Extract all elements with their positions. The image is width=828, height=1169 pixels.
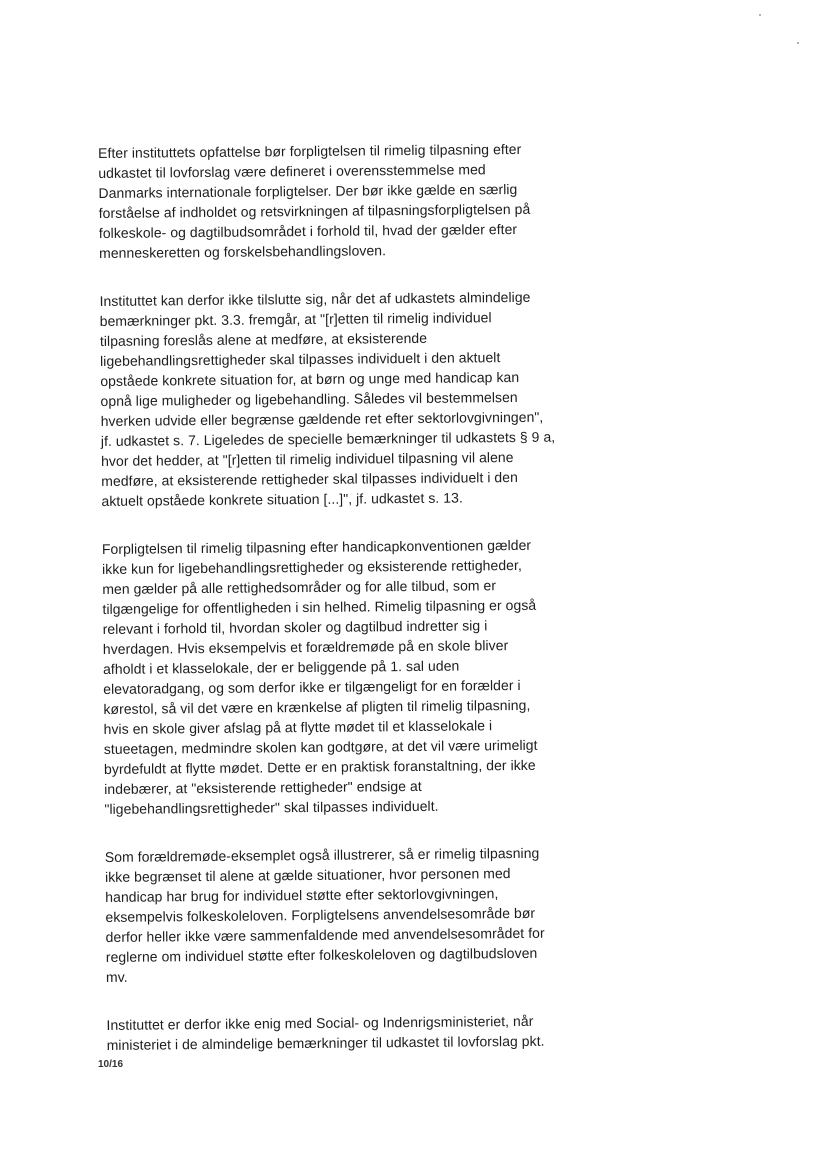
text-line: elevatoradgang, og som derfor ikke er tilgængeligt for en forælder i	[103, 676, 521, 697]
paragraph-5	[106, 1010, 576, 1055]
text-line: Danmarks internationale forpligtelser. Der bør ikke gælde en særlig	[98, 180, 518, 201]
text-line: afholdt i et klasselokale, der er beliggende på 1. sal uden	[102, 657, 460, 677]
text-line: "ligebehandlingsrettigheder" skal tilpasses individuelt.	[104, 797, 439, 817]
scan-speck	[797, 42, 799, 44]
text-line: mv.	[105, 968, 128, 985]
text-line: Som forældremøde-eksemplet også illustrerer, så er rimelig tilpasning	[104, 844, 540, 865]
text-line: bemærkninger pkt. 3.3. fremgår, at "[r]etten til rimelig individuel	[99, 309, 492, 329]
text-line: eksempelvis folkeskoleloven. Forpligtelsens anvendelsesområde bør	[105, 904, 536, 925]
text-line: indebærer, at "eksisterende rettigheder" endsige at	[104, 777, 422, 797]
text-line: hverdagen. Hvis eksempelvis et forældremøde på en skole bliver	[102, 637, 509, 657]
text-line: tilpasning foreslås alene at medføre, at eksisterende	[99, 329, 428, 349]
text-line: ikke kun for ligebehandlingsrettigheder og eksisterende rettigheder,	[102, 556, 522, 577]
text-line: jf. udkastet s. 7. Ligeledes de specielle bemærkninger til udkastets § 9 a,	[100, 428, 556, 449]
text-line: folkeskole- og dagtilbudsområdet i forhold til, hvad der gælder efter	[98, 220, 518, 241]
text-line: hvor det hedder, at "[r]etten til rimelig individuel tilpasning vil alene	[100, 449, 514, 469]
paragraph-4	[105, 842, 576, 987]
text-line: hvis en skole giver afslag på at flytte mødet til et klasselokale i	[103, 717, 493, 737]
text-line: tilgængelige for offentligheden i sin helhed. Rimelig tilpasning er også	[102, 596, 537, 617]
paragraph-2	[99, 286, 571, 511]
text-line: medføre, at eksisterende rettigheder skal tilpasses individuelt i den	[101, 468, 518, 489]
text-line: ligebehandlingsrettigheder skal tilpasses individuelt i den aktuelt	[100, 349, 501, 369]
text-line: Instituttet er derfor ikke enig med Social- og Indenrigsministeriet, når	[106, 1012, 534, 1033]
text-line: ikke begrænset til alene at gælde situationer, hvor personen med	[104, 865, 511, 885]
page-number: 10/16	[98, 1059, 124, 1070]
text-line: opståede konkrete situation for, at børn og unge med handicap kan	[100, 368, 520, 389]
text-line: menneskeretten og forskelsbehandlingsloven.	[98, 242, 387, 261]
text-line: stueetagen, medmindre skolen kan godtgøre, at det vil være urimeligt	[103, 736, 538, 757]
text-line: relevant i forhold til, hvordan skoler og dagtilbud indretter sig i	[102, 617, 488, 637]
text-line: opnå lige muligheder og ligebehandling. Således vil bestemmelsen	[100, 388, 518, 409]
document-body	[98, 138, 577, 1082]
text-line: udkastet til lovforslag være defineret i overensstemmelse med	[98, 161, 486, 181]
scan-speck	[759, 14, 761, 16]
text-line: hverken udvide eller begrænse gældende ret efter sektorlovgivningen",	[100, 408, 544, 429]
text-line: forståelse af indholdet og retsvirkningen af tilpasningsforpligtelsen på	[98, 200, 531, 221]
text-line: men gælder på alle rettighedsområder og for alle tilbud, som er	[102, 577, 497, 597]
text-line: byrdefuldt at flytte mødet. Dette er en praktisk foranstaltning, der ikke	[103, 756, 536, 777]
text-line: Instituttet kan derfor ikke tilslutte sig, når det af udkastets almindelige	[99, 288, 531, 309]
text-line: handicap har brug for individuel støtte efter sektorlovgivningen,	[105, 885, 499, 905]
text-line: aktuelt opståede konkrete situation [...]", jf. udkastet s. 13.	[101, 489, 463, 509]
text-line: derfor heller ikke være sammenfaldende med anvendelsesområdet for	[105, 924, 545, 945]
text-line: reglerne om individuel støtte efter folkeskoleloven og dagtilbudsloven	[105, 944, 538, 965]
paragraph-3	[102, 534, 575, 818]
text-line: ministeriet i de almindelige bemærkninger til udkastet til lovforslag pkt.	[106, 1032, 545, 1053]
text-line: Forpligtelsen til rimelig tilpasning efter handicapkonventionen gælder	[101, 536, 532, 557]
text-line: kørestol, så vil det være en krænkelse af pligten til rimelig tilpasning,	[103, 696, 531, 717]
paragraph-1	[98, 138, 569, 263]
text-line: Efter instituttets opfattelse bør forpligtelsen til rimelig tilpasning efter	[98, 140, 522, 161]
